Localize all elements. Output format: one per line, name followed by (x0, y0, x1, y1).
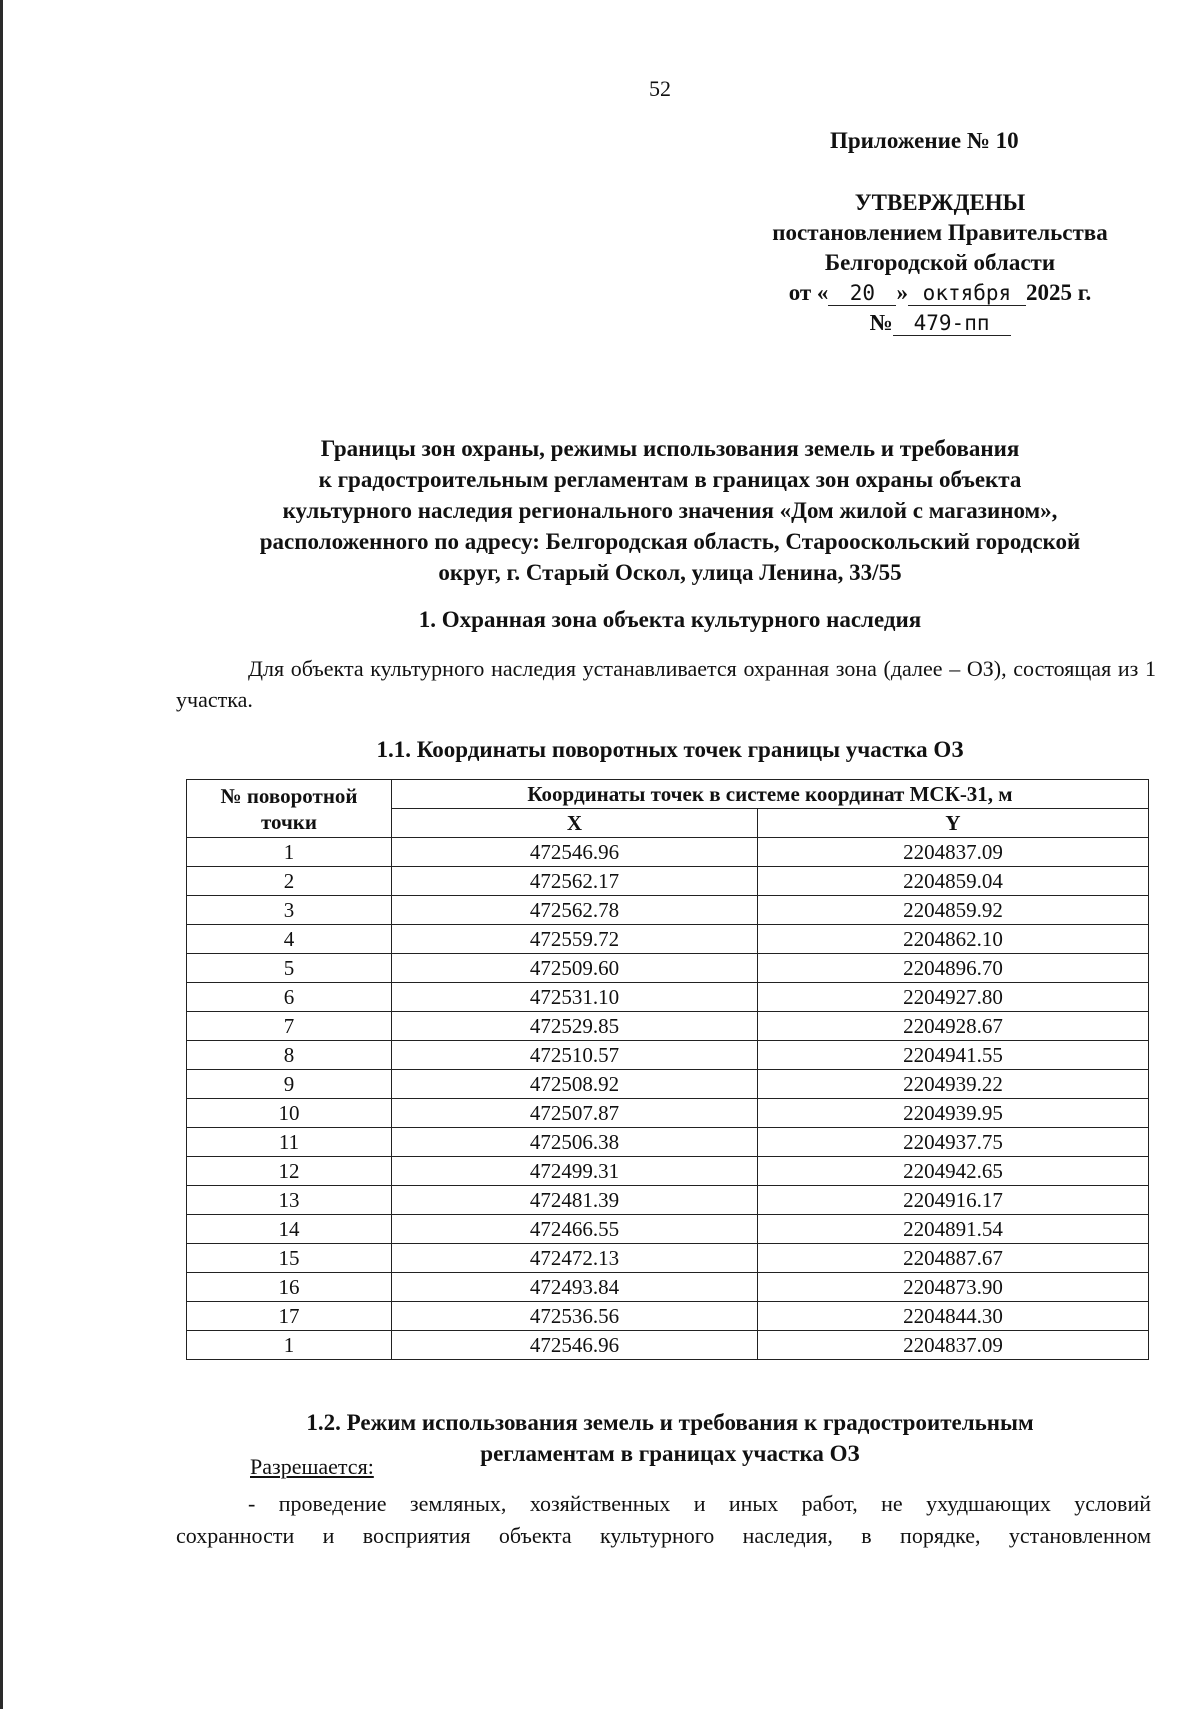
table-row (187, 1041, 1149, 1070)
coord-x: 472562.78 (392, 896, 758, 925)
point-number: 14 (187, 1215, 392, 1244)
table-row (187, 925, 1149, 954)
point-number: 10 (187, 1099, 392, 1128)
table-header-point (187, 780, 392, 838)
coord-y: 2204941.55 (758, 1041, 1149, 1070)
coord-y: 2204891.54 (758, 1215, 1149, 1244)
allowed-line-1: - проведение земляных, хозяйственных и иных работ, не ухудшающих условий (248, 1491, 1151, 1516)
coord-y: 2204837.09 (758, 838, 1149, 867)
allowed-paragraph (176, 1488, 1151, 1552)
coord-y: 2204928.67 (758, 1012, 1149, 1041)
coord-x: 472546.96 (392, 838, 758, 867)
coord-x: 472531.10 (392, 983, 758, 1012)
approval-title: УТВЕРЖДЕНЫ (854, 190, 1026, 215)
table-row (187, 838, 1149, 867)
section-1-2-heading-line-1: 1.2. Режим использования земель и требования к градостроительным (306, 1410, 1034, 1435)
section-1-2-heading-line-2: регламентам в границах участка ОЗ (480, 1441, 860, 1466)
coord-x: 472509.60 (392, 954, 758, 983)
point-number: 11 (187, 1128, 392, 1157)
coord-x: 472499.31 (392, 1157, 758, 1186)
table-row (187, 1186, 1149, 1215)
coord-x: 472536.56 (392, 1302, 758, 1331)
coord-y: 2204939.95 (758, 1099, 1149, 1128)
document-title (150, 433, 1190, 588)
table-header-x: X (392, 809, 758, 838)
coord-y: 2204859.92 (758, 896, 1149, 925)
coord-x: 472493.84 (392, 1273, 758, 1302)
table-header-coords: Координаты точек в системе координат МСК-31, м (392, 780, 1149, 809)
allowed-line-2: сохранности и восприятия объекта культурного наследия, в порядке, установленном (176, 1523, 1151, 1548)
point-number: 15 (187, 1244, 392, 1273)
coord-y: 2204862.10 (758, 925, 1149, 954)
point-number: 16 (187, 1273, 392, 1302)
coord-x: 472546.96 (392, 1331, 758, 1360)
table-row (187, 1331, 1149, 1360)
approval-number-prefix: № (869, 310, 893, 335)
coord-x: 472508.92 (392, 1070, 758, 1099)
point-number: 13 (187, 1186, 392, 1215)
document-title-line-4: расположенного по адресу: Белгородская область, Старооскольский городской (259, 529, 1081, 554)
allowed-label: Разрешается: (250, 1454, 374, 1479)
document-title-line-5: округ, г. Старый Оскол, улица Ленина, 33/55 (438, 560, 902, 585)
coord-x: 472529.85 (392, 1012, 758, 1041)
coord-y: 2204896.70 (758, 954, 1149, 983)
table-row (187, 1012, 1149, 1041)
point-number: 6 (187, 983, 392, 1012)
coord-x: 472466.55 (392, 1215, 758, 1244)
point-number: 8 (187, 1041, 392, 1070)
approval-stamp (740, 188, 1140, 338)
coord-x: 472472.13 (392, 1244, 758, 1273)
table-row (187, 983, 1149, 1012)
coord-x: 472510.57 (392, 1041, 758, 1070)
document-title-line-3: культурного наследия регионального значения «Дом жилой с магазином», (282, 498, 1058, 523)
coord-y: 2204927.80 (758, 983, 1149, 1012)
document-title-line-2: к градостроительным регламентам в границах зон охраны объекта (318, 467, 1022, 492)
scan-page-edge (0, 0, 3, 1709)
coord-x: 472481.39 (392, 1186, 758, 1215)
point-number: 3 (187, 896, 392, 925)
approval-date-line (740, 278, 1140, 308)
table-row (187, 1157, 1149, 1186)
coord-x: 472506.38 (392, 1128, 758, 1157)
coord-y: 2204873.90 (758, 1273, 1149, 1302)
point-number: 9 (187, 1070, 392, 1099)
coord-y: 2204942.65 (758, 1157, 1149, 1186)
table-row (187, 1244, 1149, 1273)
appendix-label: Приложение № 10 (830, 128, 1019, 153)
point-number: 17 (187, 1302, 392, 1331)
coord-y: 2204887.67 (758, 1244, 1149, 1273)
coordinates-table (186, 779, 1149, 1360)
section-1-heading: 1. Охранная зона объекта культурного наследия (418, 607, 922, 632)
table-header-point-line-1: № поворотной (220, 783, 358, 808)
approval-date-day: 20 (828, 281, 896, 306)
approval-date-mid: » (896, 280, 908, 305)
table-header-point-line-2: точки (260, 809, 318, 834)
approval-date-year: 2025 г. (1025, 280, 1092, 305)
coord-y: 2204937.75 (758, 1128, 1149, 1157)
table-row (187, 896, 1149, 925)
table-row (187, 954, 1149, 983)
table-row (187, 1099, 1149, 1128)
coord-y: 2204939.22 (758, 1070, 1149, 1099)
coord-y: 2204916.17 (758, 1186, 1149, 1215)
point-number: 1 (187, 838, 392, 867)
section-1-paragraph (176, 653, 1156, 715)
coord-y: 2204837.09 (758, 1331, 1149, 1360)
coord-y: 2204859.04 (758, 867, 1149, 896)
coord-x: 472562.17 (392, 867, 758, 896)
point-number: 2 (187, 867, 392, 896)
approval-line-2: Белгородской области (824, 250, 1056, 275)
page-number: 52 (649, 76, 671, 101)
table-row (187, 1070, 1149, 1099)
coord-y: 2204844.30 (758, 1302, 1149, 1331)
point-number: 7 (187, 1012, 392, 1041)
table-row (187, 1273, 1149, 1302)
section-1-1-heading: 1.1. Координаты поворотных точек границы участка ОЗ (376, 737, 964, 762)
table-row (187, 1128, 1149, 1157)
coord-x: 472559.72 (392, 925, 758, 954)
approval-number-value: 479-пп (893, 311, 1011, 336)
approval-date-month: октября (908, 281, 1026, 306)
table-row (187, 1215, 1149, 1244)
document-title-line-1: Границы зон охраны, режимы использования земель и требования (320, 436, 1020, 461)
section-1-paragraph-text: Для объекта культурного наследия устанавливается охранная зона (далее – ОЗ), состоящая из 1 участка. (176, 656, 1156, 712)
coord-x: 472507.87 (392, 1099, 758, 1128)
table-row (187, 1302, 1149, 1331)
approval-number-line (740, 308, 1140, 338)
point-number: 4 (187, 925, 392, 954)
point-number: 5 (187, 954, 392, 983)
point-number: 1 (187, 1331, 392, 1360)
approval-date-prefix: от « (788, 280, 829, 305)
approval-line-1: постановлением Правительства (772, 220, 1108, 245)
table-header-y: Y (758, 809, 1149, 838)
table-row (187, 867, 1149, 896)
point-number: 12 (187, 1157, 392, 1186)
